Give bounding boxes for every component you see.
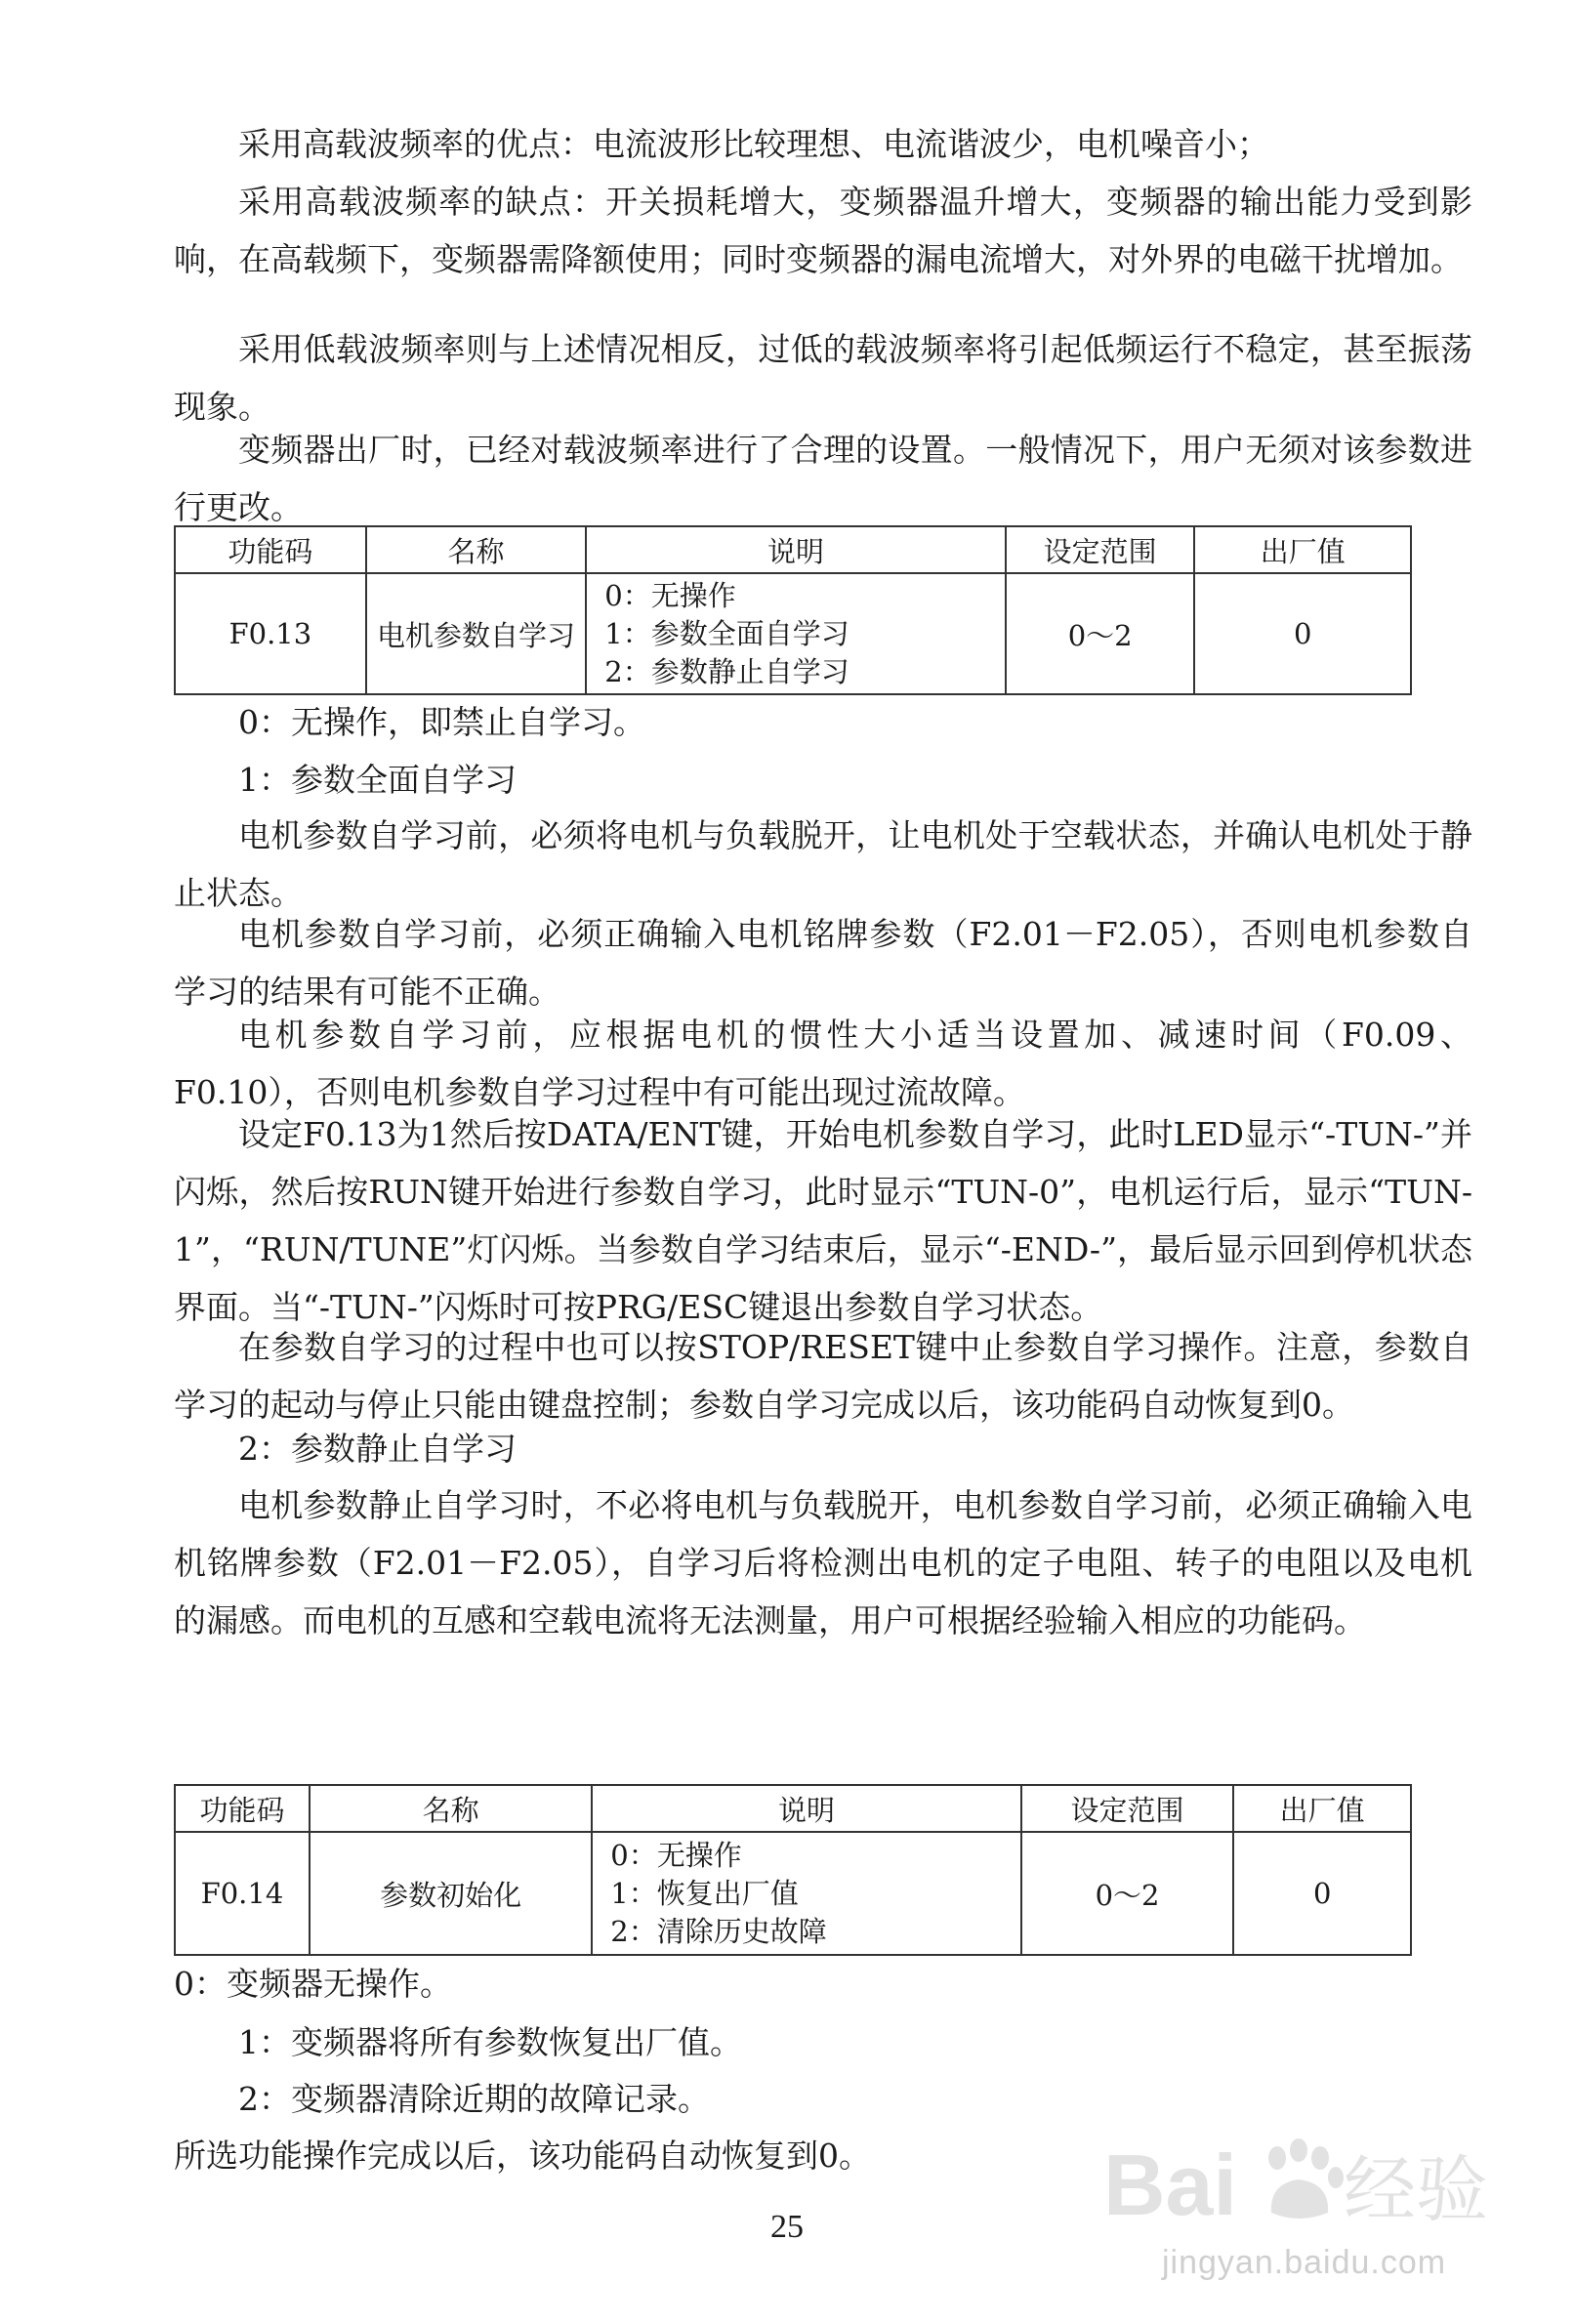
table-row [175,1832,1411,1955]
header-name: 名称 [310,1785,592,1832]
header-range: 设定范围 [1021,1785,1234,1832]
paragraph-tuning-procedure: 设定F0.13为1然后按DATA/ENT键，开始电机参数自学习，此时LED显示“-TUN-”并闪烁，然后按RUN键开始进行参数自学习，此时显示“TUN-0”，电机运行后，显示“TUN-1”，“RUN/TUNE”灯闪烁。当参数自学习结束后，显示“-END-”，最后显示回到停机状态界面。当“-TUN-”闪烁时可按PRG/ESC键退出参数自学习状态。 [174,1115,1472,1326]
page-number: 25 [770,2209,804,2245]
watermark-url: jingyan.baidu.com [1162,2244,1447,2281]
paragraph-advantage: 采用高载波频率的优点：电流波形比较理想、电流谐波少，电机噪音小； [238,125,1269,163]
desc-line: 2：清除历史故障 [610,1914,827,1948]
cell-name: 电机参数自学习 [366,573,587,694]
svg-text:Bai: Bai [1103,2137,1237,2233]
desc-line: 1：恢复出厂值 [610,1876,799,1910]
cell-range: 0～2 [1021,1832,1234,1955]
paragraph-disconnect-load: 电机参数自学习前，必须将电机与负载脱开，让电机处于空载状态，并确认电机处于静止状态。 [174,816,1472,912]
paragraph-nameplate: 电机参数自学习前，必须正确输入电机铭牌参数（F2.01－F2.05），否则电机参数自学习的结果有可能不正确。 [174,915,1472,1011]
cell-name: 参数初始化 [310,1832,592,1955]
option-0-result: 0：变频器无操作。 [174,1965,452,2003]
header-code: 功能码 [175,1785,310,1832]
header-desc: 说明 [586,526,1006,573]
header-range: 设定范围 [1006,526,1195,573]
paragraph-stop-reset: 在参数自学习的过程中也可以按STOP/RESET键中止参数自学习操作。注意，参数自学习的起动与停止只能由键盘控制；参数自学习完成以后，该功能码自动恢复到0。 [174,1328,1472,1424]
desc-line: 0：无操作 [604,578,736,612]
paragraph-low-carrier: 采用低载波频率则与上述情况相反，过低的载波频率将引起低频运行不稳定，甚至振荡现象。 [174,330,1472,426]
desc-line: 2：参数静止自学习 [604,654,849,688]
table-header-row [175,1785,1411,1832]
option-2-heading: 2：参数静止自学习 [238,1430,517,1468]
cell-code: F0.14 [175,1832,310,1955]
paragraph-accel-decel: 电机参数自学习前，应根据电机的惯性大小适当设置加、减速时间（F0.09、F0.10），否则电机参数自学习过程中有可能出现过流故障。 [174,1016,1472,1111]
desc-line: 0：无操作 [610,1838,742,1872]
cell-desc [586,573,1006,694]
paragraph-static-tuning: 电机参数静止自学习时，不必将电机与负载脱开，电机参数自学习前，必须正确输入电机铭牌参数（F2.01－F2.05），自学习后将检测出电机的定子电阻、转子的电阻以及电机的漏感。而电机的互感和空载电流将无法测量，用户可根据经验输入相应的功能码。 [174,1486,1472,1639]
header-code: 功能码 [175,526,366,573]
header-default: 出厂值 [1194,526,1411,573]
svg-text:经验: 经验 [1344,2148,1488,2232]
param-table-f013 [174,525,1412,695]
cell-desc [592,1832,1021,1955]
desc-line: 1：参数全面自学习 [604,616,849,650]
baidu-paw-logo-icon [1103,2129,1523,2236]
paragraph-disadvantage: 采用高载波频率的缺点：开关损耗增大，变频器温升增大，变频器的输出能力受到影响，在高载频下，变频器需降额使用；同时变频器的漏电流增大，对外界的电磁干扰增加。 [174,183,1472,278]
cell-code: F0.13 [175,573,366,694]
option-0-text: 0：无操作，即禁止自学习。 [238,703,645,741]
header-desc: 说明 [592,1785,1021,1832]
paragraph-factory-setting: 变频器出厂时，已经对载波频率进行了合理的设置。一般情况下，用户无须对该参数进行更改。 [174,431,1472,526]
table-row [175,573,1411,694]
option-1-result: 1：变频器将所有参数恢复出厂值。 [238,2023,742,2061]
table-header-row [175,526,1411,573]
header-name: 名称 [366,526,587,573]
header-default: 出厂值 [1233,1785,1411,1832]
option-1-heading: 1：参数全面自学习 [238,761,517,799]
option-2-result: 2：变频器清除近期的故障记录。 [238,2080,710,2118]
auto-reset-note: 所选功能操作完成以后，该功能码自动恢复到0。 [174,2137,871,2175]
cell-default: 0 [1194,573,1411,694]
cell-range: 0～2 [1006,573,1195,694]
baidu-jingyan-watermark [1103,2129,1523,2295]
cell-default: 0 [1233,1832,1411,1955]
param-table-f014 [174,1784,1412,1956]
